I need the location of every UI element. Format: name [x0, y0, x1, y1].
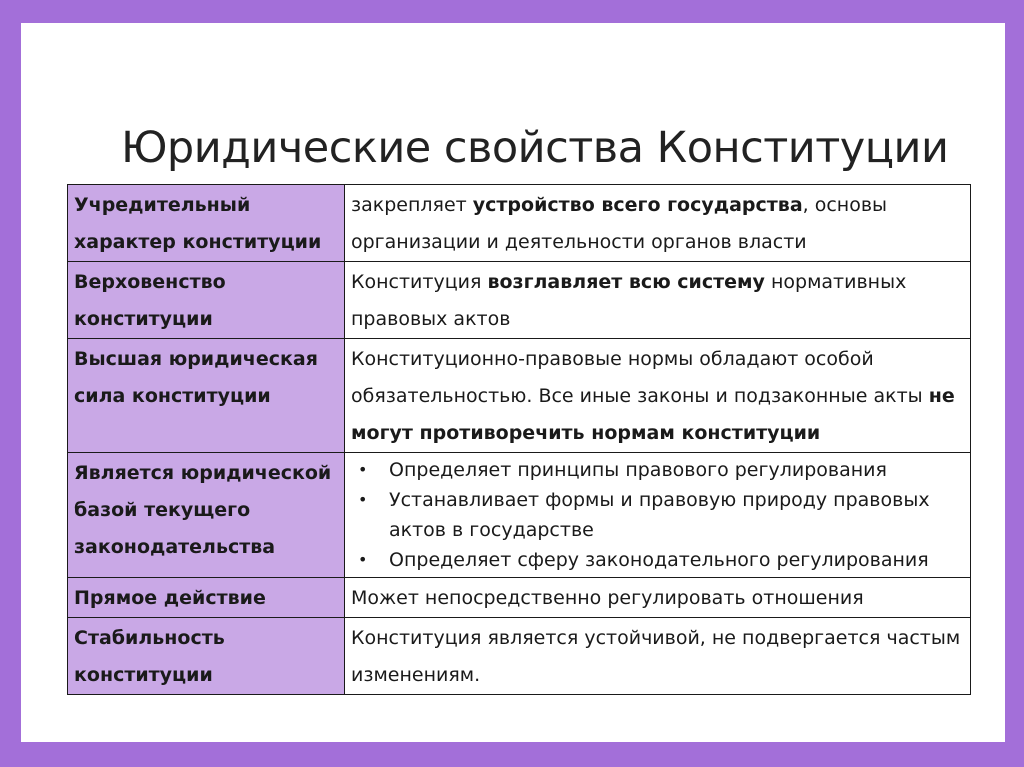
table-row — [68, 339, 971, 453]
property-name: Высшая юридическая сила конституции — [68, 339, 345, 453]
table-row — [68, 453, 971, 578]
property-description — [345, 578, 971, 618]
description-text: Конституция является устойчивой, не подвергается частым изменениям. — [351, 627, 961, 686]
bullet-icon: • — [358, 550, 368, 569]
table-row — [68, 185, 971, 262]
list-item — [351, 455, 964, 485]
description-text: закрепляет — [351, 194, 473, 216]
property-description — [345, 339, 971, 453]
description-text: Конституция — [351, 271, 488, 293]
property-name: Стабильность конституции — [68, 618, 345, 695]
property-description — [345, 453, 971, 578]
description-emphasis: устройство всего государства — [472, 194, 803, 216]
description-text: Конституционно-правовые нормы обладают особой обязательностью. Все иные законы и подзаконные акты — [351, 348, 929, 407]
property-description — [345, 185, 971, 262]
description-text: нормативных правовых актов — [351, 271, 907, 330]
bullet-list — [351, 455, 964, 575]
table-row — [68, 578, 971, 618]
property-name: Является юридической базой текущего законодательства — [68, 453, 345, 578]
property-name: Учредительный характер конституции — [68, 185, 345, 262]
description-emphasis: не могут противоречить нормам конституции — [351, 385, 955, 444]
description-emphasis: возглавляет всю систему — [487, 271, 765, 293]
list-item-text: Определяет принципы правового регулирования — [389, 459, 887, 481]
slide-title: Юридические свойства Конституции — [121, 123, 949, 173]
properties-table — [67, 184, 971, 695]
table-row — [68, 618, 971, 695]
bullet-icon: • — [358, 490, 368, 509]
description-text: Может непосредственно регулировать отношения — [351, 587, 864, 609]
property-name: Верховенство конституции — [68, 262, 345, 339]
property-description — [345, 262, 971, 339]
table-row — [68, 262, 971, 339]
list-item-text: Устанавливает формы и правовую природу правовых актов в государстве — [389, 489, 930, 541]
property-description — [345, 618, 971, 695]
bullet-icon: • — [358, 460, 368, 479]
list-item — [351, 545, 964, 575]
list-item — [351, 485, 964, 545]
property-name: Прямое действие — [68, 578, 345, 618]
slide — [21, 23, 1005, 742]
list-item-text: Определяет сферу законодательного регулирования — [389, 549, 929, 571]
description-text: , основы организации и деятельности органов власти — [351, 194, 888, 253]
